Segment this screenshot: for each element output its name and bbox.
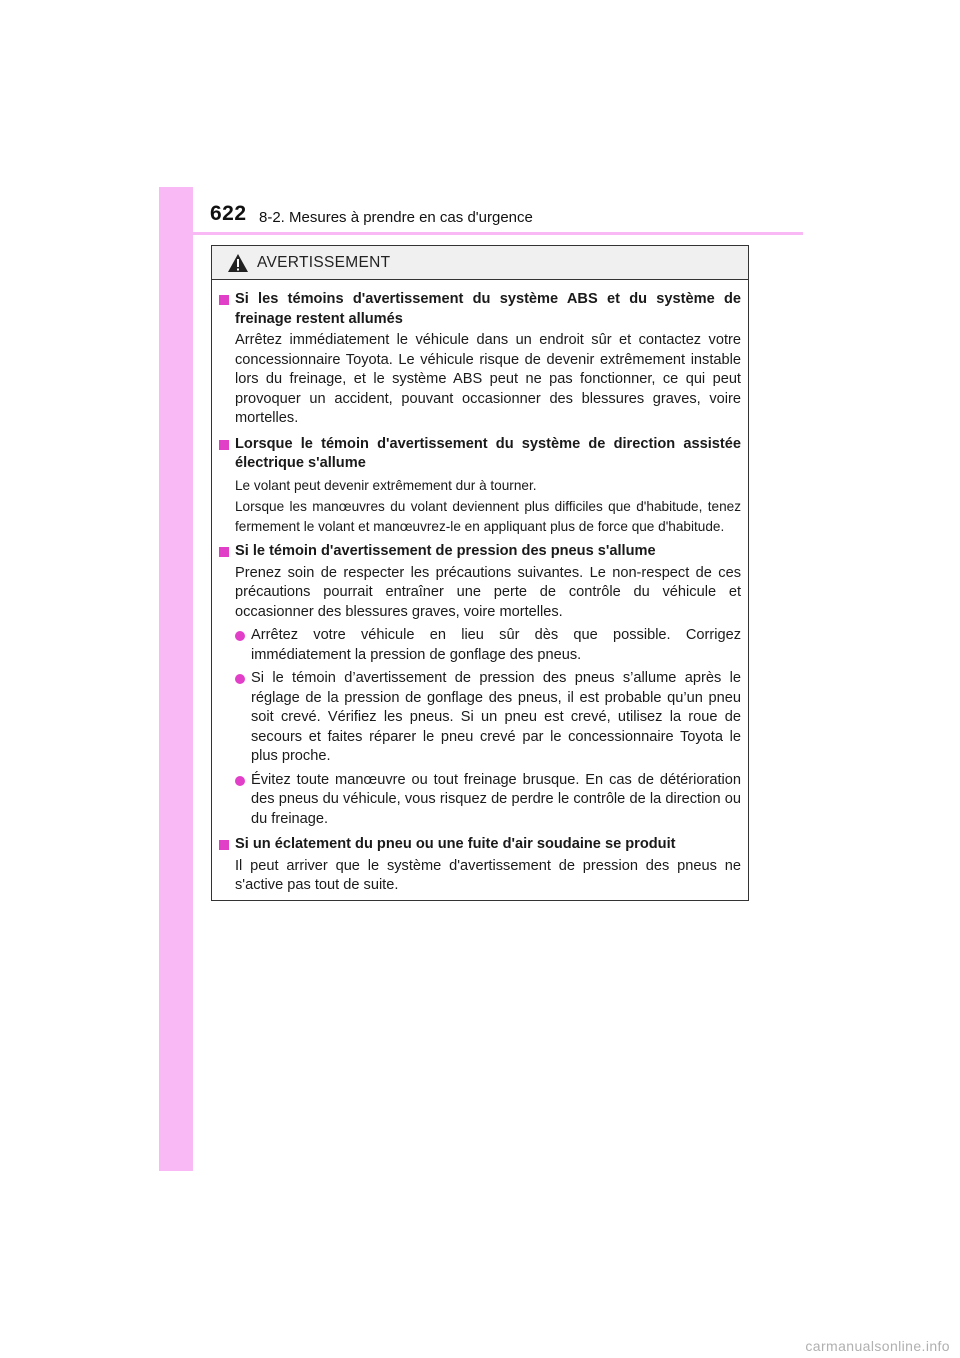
item-heading: Si le témoin d'avertissement de pression des pneus s'allume: [235, 543, 656, 559]
item-text: Arrêtez immédiatement le véhicule dans un endroit sûr et contactez votre concessionnaire Toyota. Le véhicule risque de devenir extrêmement instable lors du freinage, et le système ABS peut ne pas fonctionner, ce qui peut provoquer un accident, pouvant occasionner des blessures graves, voire mortelles.: [235, 332, 741, 426]
round-bullet-icon: [235, 776, 245, 786]
section-title: 8-2. Mesures à prendre en cas d'urgence: [259, 209, 533, 226]
warning-triangle-icon: [227, 253, 249, 273]
warning-item-blowout: [219, 835, 741, 896]
square-bullet-icon: [219, 295, 229, 305]
item-text-2: Lorsque les manœuvres du volant deviennent plus difficiles que d'habitude, tenez fermement le volant et manœuvrez-le en appliquant plus de force que d'habitude.: [235, 499, 741, 534]
round-bullet-icon: [235, 631, 245, 641]
warning-item-abs: [219, 290, 741, 429]
page-number: 622: [210, 202, 247, 225]
item-heading: Lorsque le témoin d'avertissement du système de direction assistée électrique s'allume: [235, 435, 741, 471]
square-bullet-icon: [219, 840, 229, 850]
item-heading: Si un éclatement du pneu ou une fuite d'air soudaine se produit: [235, 836, 676, 852]
list-item: Arrêtez votre véhicule en lieu sûr dès que possible. Corrigez immédiatement la pression de gonflage des pneus.: [235, 626, 741, 665]
item-text: Le volant peut devenir extrêmement dur à tourner.: [235, 477, 537, 493]
square-bullet-icon: [219, 440, 229, 450]
side-color-band: [159, 187, 193, 1171]
square-bullet-icon: [219, 547, 229, 557]
warning-item-steering: [219, 435, 741, 537]
item-text: Prenez soin de respecter les précautions suivantes. Le non-respect de ces précautions pourrait entraîner une perte de contrôle du véhicule et occasionner des blessures graves, voire mortelles.: [235, 564, 741, 620]
list-item: Si le témoin d’avertissement de pression des pneus s’allume après le réglage de la pression de gonflage des pneus, il est probable qu’un pneu soit crevé. Vérifiez les pneus. Si un pneu est crevé, utilisez la roue de secours et faites réparer le pneu crevé par le concessionnaire Toyota le plus proche.: [235, 669, 741, 767]
header-rule: [193, 232, 803, 235]
warning-body: [212, 280, 748, 896]
list-item: Évitez toute manœuvre ou tout freinage brusque. En cas de détérioration des pneus du véhicule, vous risquez de perdre le contrôle de la direction ou du freinage.: [235, 771, 741, 830]
warning-box: [211, 245, 749, 901]
warning-title: AVERTISSEMENT: [257, 253, 391, 271]
warning-header: [212, 246, 748, 280]
item-heading: Si les témoins d'avertissement du système ABS et du système de freinage restent allumés: [235, 291, 741, 327]
round-bullet-icon: [235, 674, 245, 684]
watermark: carmanualsonline.info: [805, 1338, 950, 1354]
warning-item-tire-pressure: [219, 542, 741, 829]
item-text: Il peut arriver que le système d'avertissement de pression des pneus ne s'active pas tout de suite.: [235, 857, 741, 893]
